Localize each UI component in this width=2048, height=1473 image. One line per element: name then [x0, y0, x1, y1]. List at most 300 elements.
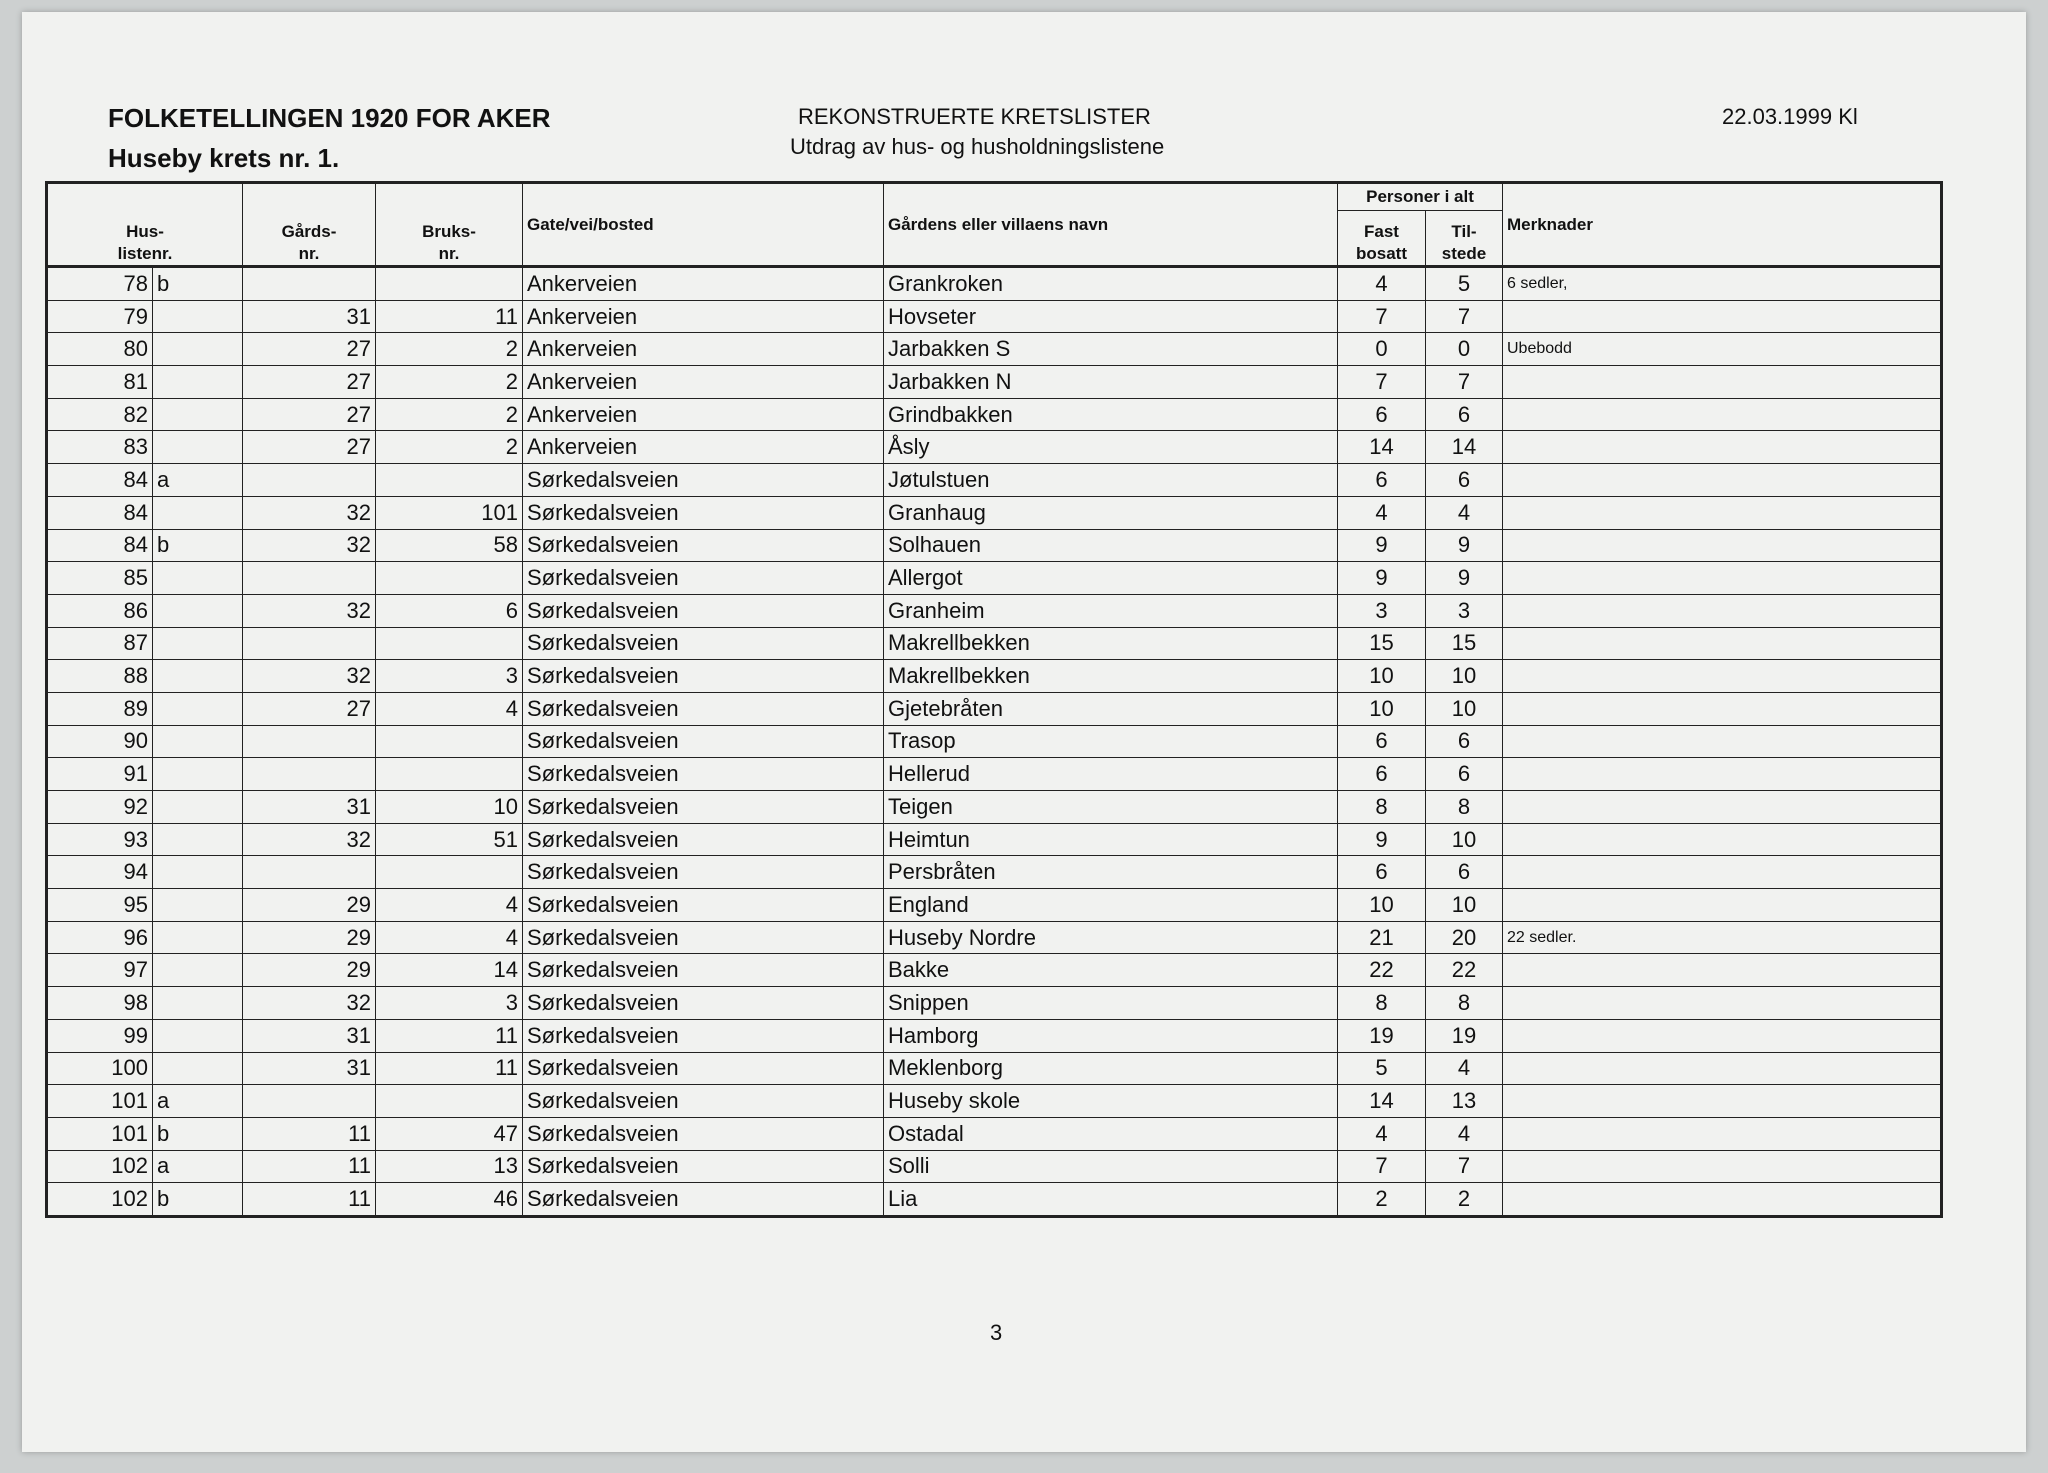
cell-bruksnr — [376, 1085, 523, 1118]
cell-navn: Snippen — [884, 987, 1338, 1020]
cell-navn: Solhauen — [884, 529, 1338, 562]
table-row — [47, 856, 1942, 889]
table-row — [47, 889, 1942, 922]
cell-navn: Persbråten — [884, 856, 1338, 889]
cell-merknad — [1503, 987, 1942, 1020]
cell-gate: Sørkedalsveien — [523, 529, 884, 562]
cell-merknad — [1503, 791, 1942, 824]
cell-gate: Ankerveien — [523, 300, 884, 333]
cell-bruksnr: 11 — [376, 300, 523, 333]
cell-gardsnr — [243, 725, 376, 758]
cell-gate: Sørkedalsveien — [523, 954, 884, 987]
cell-fast-bosatt: 6 — [1338, 398, 1426, 431]
cell-suffix — [153, 791, 243, 824]
table-row — [47, 1052, 1942, 1085]
cell-suffix — [153, 300, 243, 333]
cell-gardsnr: 11 — [243, 1183, 376, 1217]
cell-suffix — [153, 692, 243, 725]
cell-gate: Sørkedalsveien — [523, 1085, 884, 1118]
table-row — [47, 692, 1942, 725]
cell-merknad — [1503, 954, 1942, 987]
cell-bruksnr: 2 — [376, 333, 523, 366]
cell-bruksnr: 14 — [376, 954, 523, 987]
cell-fast-bosatt: 10 — [1338, 889, 1426, 922]
cell-navn: Makrellbekken — [884, 627, 1338, 660]
cell-bruksnr — [376, 464, 523, 497]
col-gardsnr-line2: nr. — [298, 244, 320, 263]
cell-bruksnr — [376, 758, 523, 791]
cell-huslistenr: 88 — [47, 660, 153, 693]
cell-tilstede: 6 — [1426, 464, 1503, 497]
table-row — [47, 431, 1942, 464]
cell-gate: Sørkedalsveien — [523, 660, 884, 693]
table-row — [47, 791, 1942, 824]
cell-gardsnr: 31 — [243, 1019, 376, 1052]
cell-navn: Granheim — [884, 594, 1338, 627]
col-fast-line1: Fast — [1364, 222, 1399, 241]
cell-suffix — [153, 594, 243, 627]
cell-merknad — [1503, 594, 1942, 627]
cell-gate: Sørkedalsveien — [523, 562, 884, 595]
cell-gate: Sørkedalsveien — [523, 692, 884, 725]
cell-fast-bosatt: 10 — [1338, 660, 1426, 693]
cell-bruksnr: 11 — [376, 1019, 523, 1052]
cell-gate: Sørkedalsveien — [523, 496, 884, 529]
cell-fast-bosatt: 2 — [1338, 1183, 1426, 1217]
table-row — [47, 300, 1942, 333]
cell-huslistenr: 84 — [47, 496, 153, 529]
cell-navn: Trasop — [884, 725, 1338, 758]
cell-huslistenr: 96 — [47, 921, 153, 954]
cell-bruksnr: 2 — [376, 398, 523, 431]
cell-suffix — [153, 987, 243, 1020]
cell-gardsnr: 27 — [243, 366, 376, 399]
cell-bruksnr: 11 — [376, 1052, 523, 1085]
cell-fast-bosatt: 0 — [1338, 333, 1426, 366]
table-row — [47, 398, 1942, 431]
cell-navn: Jarbakken S — [884, 333, 1338, 366]
cell-huslistenr: 95 — [47, 889, 153, 922]
cell-fast-bosatt: 7 — [1338, 1150, 1426, 1183]
cell-merknad — [1503, 889, 1942, 922]
cell-bruksnr — [376, 725, 523, 758]
cell-fast-bosatt: 6 — [1338, 758, 1426, 791]
cell-gardsnr: 32 — [243, 529, 376, 562]
cell-gate: Sørkedalsveien — [523, 987, 884, 1020]
cell-huslistenr: 101 — [47, 1117, 153, 1150]
col-tilstede — [1426, 211, 1503, 267]
cell-merknad — [1503, 758, 1942, 791]
cell-navn: Makrellbekken — [884, 660, 1338, 693]
cell-huslistenr: 83 — [47, 431, 153, 464]
table-row — [47, 464, 1942, 497]
cell-merknad — [1503, 1183, 1942, 1217]
cell-tilstede: 3 — [1426, 594, 1503, 627]
cell-gate: Sørkedalsveien — [523, 1150, 884, 1183]
cell-gardsnr — [243, 758, 376, 791]
cell-fast-bosatt: 8 — [1338, 987, 1426, 1020]
cell-tilstede: 6 — [1426, 398, 1503, 431]
col-gardsnr-line1: Gårds- — [281, 222, 337, 241]
cell-tilstede: 10 — [1426, 692, 1503, 725]
cell-gardsnr: 31 — [243, 1052, 376, 1085]
cell-fast-bosatt: 6 — [1338, 464, 1426, 497]
cell-merknad — [1503, 823, 1942, 856]
cell-fast-bosatt: 19 — [1338, 1019, 1426, 1052]
cell-gardsnr — [243, 627, 376, 660]
cell-bruksnr: 4 — [376, 889, 523, 922]
cell-gardsnr: 27 — [243, 398, 376, 431]
cell-huslistenr: 80 — [47, 333, 153, 366]
cell-bruksnr: 3 — [376, 987, 523, 1020]
cell-navn: Hamborg — [884, 1019, 1338, 1052]
cell-navn: Bakke — [884, 954, 1338, 987]
col-gardsnr — [243, 183, 376, 267]
cell-navn: Huseby Nordre — [884, 921, 1338, 954]
cell-tilstede: 6 — [1426, 758, 1503, 791]
cell-suffix — [153, 889, 243, 922]
col-bruksnr-line2: nr. — [438, 244, 460, 263]
table-row — [47, 921, 1942, 954]
cell-fast-bosatt: 4 — [1338, 496, 1426, 529]
cell-navn: Heimtun — [884, 823, 1338, 856]
cell-suffix — [153, 660, 243, 693]
cell-gardsnr: 32 — [243, 823, 376, 856]
cell-gate: Ankerveien — [523, 431, 884, 464]
cell-merknad — [1503, 1117, 1942, 1150]
cell-huslistenr: 79 — [47, 300, 153, 333]
cell-merknad — [1503, 366, 1942, 399]
cell-fast-bosatt: 8 — [1338, 791, 1426, 824]
col-fast-bosatt — [1338, 211, 1426, 267]
col-huslistenr-line2: listenr. — [117, 244, 173, 263]
cell-tilstede: 15 — [1426, 627, 1503, 660]
cell-huslistenr: 101 — [47, 1085, 153, 1118]
cell-merknad — [1503, 725, 1942, 758]
cell-tilstede: 22 — [1426, 954, 1503, 987]
cell-huslistenr: 85 — [47, 562, 153, 595]
cell-tilstede: 7 — [1426, 366, 1503, 399]
cell-fast-bosatt: 6 — [1338, 725, 1426, 758]
cell-bruksnr: 2 — [376, 366, 523, 399]
cell-huslistenr: 81 — [47, 366, 153, 399]
cell-huslistenr: 102 — [47, 1150, 153, 1183]
cell-gate: Ankerveien — [523, 333, 884, 366]
table-row — [47, 1085, 1942, 1118]
table-row — [47, 725, 1942, 758]
cell-fast-bosatt: 9 — [1338, 562, 1426, 595]
table-row — [47, 1117, 1942, 1150]
table-row — [47, 333, 1942, 366]
cell-bruksnr: 2 — [376, 431, 523, 464]
cell-fast-bosatt: 9 — [1338, 529, 1426, 562]
cell-tilstede: 9 — [1426, 529, 1503, 562]
cell-suffix: b — [153, 1117, 243, 1150]
cell-merknad: 6 sedler, — [1503, 267, 1942, 301]
cell-tilstede: 10 — [1426, 823, 1503, 856]
cell-gate: Sørkedalsveien — [523, 627, 884, 660]
cell-gardsnr: 32 — [243, 594, 376, 627]
document-title: FOLKETELLINGEN 1920 FOR AKER — [108, 103, 551, 133]
cell-bruksnr: 4 — [376, 921, 523, 954]
cell-tilstede: 5 — [1426, 267, 1503, 301]
cell-suffix — [153, 333, 243, 366]
cell-merknad — [1503, 1150, 1942, 1183]
cell-fast-bosatt: 4 — [1338, 1117, 1426, 1150]
cell-suffix — [153, 496, 243, 529]
table-row — [47, 529, 1942, 562]
cell-suffix — [153, 1019, 243, 1052]
cell-gardsnr: 27 — [243, 692, 376, 725]
cell-gardsnr: 11 — [243, 1150, 376, 1183]
cell-merknad — [1503, 692, 1942, 725]
cell-gate: Sørkedalsveien — [523, 791, 884, 824]
table-row — [47, 823, 1942, 856]
cell-suffix: b — [153, 529, 243, 562]
cell-huslistenr: 92 — [47, 791, 153, 824]
cell-tilstede: 10 — [1426, 660, 1503, 693]
cell-huslistenr: 93 — [47, 823, 153, 856]
cell-suffix: a — [153, 1085, 243, 1118]
cell-merknad: 22 sedler. — [1503, 921, 1942, 954]
cell-suffix — [153, 562, 243, 595]
cell-bruksnr: 58 — [376, 529, 523, 562]
cell-merknad — [1503, 529, 1942, 562]
cell-tilstede: 2 — [1426, 1183, 1503, 1217]
cell-suffix: b — [153, 1183, 243, 1217]
cell-suffix — [153, 758, 243, 791]
cell-bruksnr: 10 — [376, 791, 523, 824]
document-date: 22.03.1999 Kl — [1722, 104, 1858, 129]
col-merknader: Merknader — [1503, 183, 1942, 267]
cell-navn: Grindbakken — [884, 398, 1338, 431]
cell-gardsnr: 27 — [243, 431, 376, 464]
cell-gardsnr: 29 — [243, 954, 376, 987]
cell-navn: Huseby skole — [884, 1085, 1338, 1118]
cell-suffix — [153, 398, 243, 431]
cell-suffix — [153, 725, 243, 758]
cell-gate: Sørkedalsveien — [523, 921, 884, 954]
cell-fast-bosatt: 9 — [1338, 823, 1426, 856]
center-heading: REKONSTRUERTE KRETSLISTER — [798, 104, 1151, 129]
col-huslistenr-line1: Hus- — [126, 222, 164, 241]
cell-merknad: Ubebodd — [1503, 333, 1942, 366]
cell-tilstede: 4 — [1426, 496, 1503, 529]
cell-gardsnr — [243, 464, 376, 497]
cell-gate: Ankerveien — [523, 267, 884, 301]
table-row — [47, 987, 1942, 1020]
cell-navn: Gjetebråten — [884, 692, 1338, 725]
cell-merknad — [1503, 856, 1942, 889]
cell-navn: Jarbakken N — [884, 366, 1338, 399]
cell-tilstede: 8 — [1426, 791, 1503, 824]
cell-fast-bosatt: 3 — [1338, 594, 1426, 627]
cell-merknad — [1503, 1019, 1942, 1052]
cell-bruksnr: 51 — [376, 823, 523, 856]
table-row — [47, 1150, 1942, 1183]
cell-tilstede: 4 — [1426, 1117, 1503, 1150]
cell-navn: Allergot — [884, 562, 1338, 595]
cell-suffix — [153, 921, 243, 954]
cell-gate: Ankerveien — [523, 366, 884, 399]
cell-suffix — [153, 823, 243, 856]
cell-gate: Sørkedalsveien — [523, 1052, 884, 1085]
cell-gate: Sørkedalsveien — [523, 1117, 884, 1150]
cell-tilstede: 19 — [1426, 1019, 1503, 1052]
cell-suffix: b — [153, 267, 243, 301]
col-personer: Personer i alt — [1338, 183, 1503, 211]
cell-huslistenr: 102 — [47, 1183, 153, 1217]
cell-huslistenr: 91 — [47, 758, 153, 791]
cell-gate: Sørkedalsveien — [523, 889, 884, 922]
cell-suffix: a — [153, 1150, 243, 1183]
cell-huslistenr: 90 — [47, 725, 153, 758]
cell-gardsnr: 32 — [243, 987, 376, 1020]
cell-gardsnr: 31 — [243, 791, 376, 824]
cell-bruksnr — [376, 267, 523, 301]
cell-gate: Sørkedalsveien — [523, 464, 884, 497]
cell-suffix: a — [153, 464, 243, 497]
cell-gardsnr: 29 — [243, 889, 376, 922]
cell-bruksnr: 4 — [376, 692, 523, 725]
cell-tilstede: 14 — [1426, 431, 1503, 464]
cell-huslistenr: 100 — [47, 1052, 153, 1085]
cell-suffix — [153, 431, 243, 464]
col-bruksnr-line1: Bruks- — [422, 222, 476, 241]
cell-gardsnr: 29 — [243, 921, 376, 954]
cell-gardsnr — [243, 562, 376, 595]
cell-tilstede: 7 — [1426, 300, 1503, 333]
cell-huslistenr: 82 — [47, 398, 153, 431]
document-subtitle: Huseby krets nr. 1. — [108, 143, 340, 173]
cell-huslistenr: 97 — [47, 954, 153, 987]
cell-navn: Meklenborg — [884, 1052, 1338, 1085]
table-row — [47, 594, 1942, 627]
cell-tilstede: 13 — [1426, 1085, 1503, 1118]
cell-tilstede: 4 — [1426, 1052, 1503, 1085]
table-row — [47, 496, 1942, 529]
table-row — [47, 366, 1942, 399]
cell-huslistenr: 89 — [47, 692, 153, 725]
cell-bruksnr: 101 — [376, 496, 523, 529]
cell-navn: Teigen — [884, 791, 1338, 824]
cell-bruksnr: 6 — [376, 594, 523, 627]
cell-fast-bosatt: 7 — [1338, 366, 1426, 399]
col-fast-line2: bosatt — [1356, 244, 1407, 263]
cell-merknad — [1503, 300, 1942, 333]
cell-tilstede: 0 — [1426, 333, 1503, 366]
cell-bruksnr: 47 — [376, 1117, 523, 1150]
cell-gardsnr — [243, 1085, 376, 1118]
cell-fast-bosatt: 15 — [1338, 627, 1426, 660]
cell-gate: Sørkedalsveien — [523, 1183, 884, 1217]
cell-huslistenr: 84 — [47, 464, 153, 497]
cell-bruksnr — [376, 627, 523, 660]
cell-gate: Sørkedalsveien — [523, 856, 884, 889]
cell-tilstede: 6 — [1426, 856, 1503, 889]
table-row — [47, 954, 1942, 987]
cell-huslistenr: 86 — [47, 594, 153, 627]
cell-navn: Jøtulstuen — [884, 464, 1338, 497]
cell-fast-bosatt: 21 — [1338, 921, 1426, 954]
cell-gardsnr: 32 — [243, 660, 376, 693]
cell-gate: Ankerveien — [523, 398, 884, 431]
cell-merknad — [1503, 464, 1942, 497]
cell-tilstede: 9 — [1426, 562, 1503, 595]
cell-bruksnr: 46 — [376, 1183, 523, 1217]
cell-gate: Sørkedalsveien — [523, 725, 884, 758]
cell-fast-bosatt: 7 — [1338, 300, 1426, 333]
cell-merknad — [1503, 660, 1942, 693]
cell-navn: Granhaug — [884, 496, 1338, 529]
cell-gate: Sørkedalsveien — [523, 758, 884, 791]
cell-bruksnr — [376, 562, 523, 595]
cell-navn: England — [884, 889, 1338, 922]
cell-merknad — [1503, 627, 1942, 660]
cell-merknad — [1503, 431, 1942, 464]
col-gate: Gate/vei/bosted — [523, 183, 884, 267]
cell-suffix — [153, 954, 243, 987]
cell-tilstede: 8 — [1426, 987, 1503, 1020]
table-row — [47, 1183, 1942, 1217]
cell-navn: Åsly — [884, 431, 1338, 464]
cell-fast-bosatt: 5 — [1338, 1052, 1426, 1085]
cell-huslistenr: 84 — [47, 529, 153, 562]
cell-merknad — [1503, 1085, 1942, 1118]
cell-navn: Solli — [884, 1150, 1338, 1183]
cell-navn: Grankroken — [884, 267, 1338, 301]
cell-merknad — [1503, 1052, 1942, 1085]
col-huslistenr — [47, 183, 243, 267]
cell-gate: Sørkedalsveien — [523, 594, 884, 627]
table-row — [47, 627, 1942, 660]
cell-suffix — [153, 1052, 243, 1085]
cell-gardsnr: 31 — [243, 300, 376, 333]
cell-suffix — [153, 856, 243, 889]
cell-huslistenr: 78 — [47, 267, 153, 301]
cell-suffix — [153, 627, 243, 660]
cell-navn: Ostadal — [884, 1117, 1338, 1150]
cell-gardsnr — [243, 267, 376, 301]
table-row — [47, 758, 1942, 791]
cell-gate: Sørkedalsveien — [523, 823, 884, 856]
cell-tilstede: 6 — [1426, 725, 1503, 758]
cell-gardsnr — [243, 856, 376, 889]
cell-bruksnr — [376, 856, 523, 889]
cell-gate: Sørkedalsveien — [523, 1019, 884, 1052]
page-number: 3 — [990, 1320, 1003, 1345]
cell-gardsnr: 32 — [243, 496, 376, 529]
col-bruksnr — [376, 183, 523, 267]
table-row — [47, 660, 1942, 693]
cell-gardsnr: 11 — [243, 1117, 376, 1150]
cell-tilstede: 10 — [1426, 889, 1503, 922]
col-til-line2: stede — [1441, 244, 1487, 263]
cell-bruksnr: 13 — [376, 1150, 523, 1183]
cell-navn: Lia — [884, 1183, 1338, 1217]
table-body — [47, 267, 1942, 1217]
cell-gardsnr: 27 — [243, 333, 376, 366]
cell-huslistenr: 94 — [47, 856, 153, 889]
cell-fast-bosatt: 4 — [1338, 267, 1426, 301]
cell-merknad — [1503, 398, 1942, 431]
cell-fast-bosatt: 10 — [1338, 692, 1426, 725]
cell-suffix — [153, 366, 243, 399]
cell-tilstede: 7 — [1426, 1150, 1503, 1183]
cell-navn: Hellerud — [884, 758, 1338, 791]
col-til-line1: Til- — [1451, 222, 1477, 241]
cell-merknad — [1503, 562, 1942, 595]
